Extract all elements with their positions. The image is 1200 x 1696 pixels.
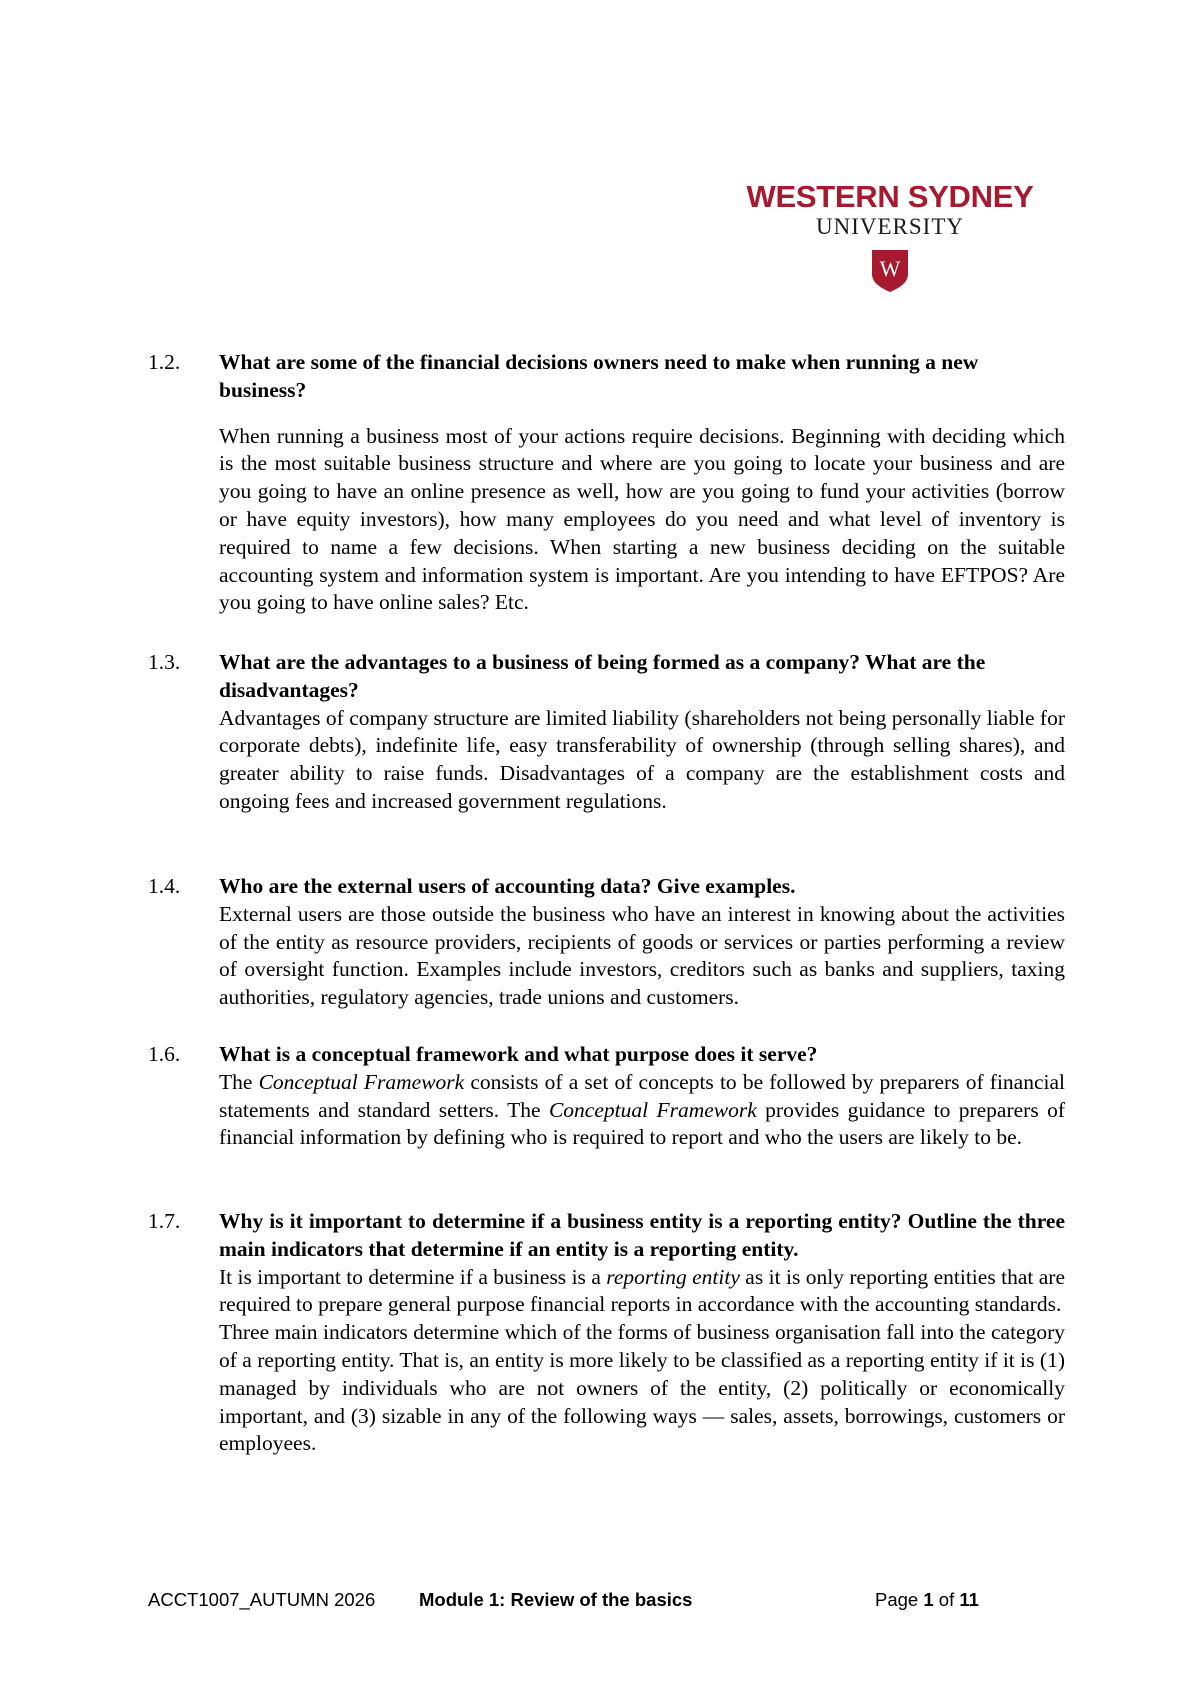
logo-wordmark-line2: UNIVERSITY [816,214,964,239]
question-1-3 [148,649,1065,816]
footer-module-title: Module 1: Review of the basics [419,1589,693,1610]
footer-page-total: 11 [959,1589,979,1610]
question-1-4 [148,873,1065,1012]
footer-page-word: Page [875,1589,919,1610]
answer-paragraph [219,901,1065,1012]
answer-run: Advantages of company structure are limited liability (shareholders not being personally liable for corporate debts), indefinite life, easy transferability of ownership (through selling shares), and greater ability to raise funds. Disadvantages of a company are the establishment costs and ongoing fees and increased government regulations. [219,705,1065,813]
question-title: Who are the external users of accounting data? Give examples. [219,874,796,898]
answer-paragraph [219,1319,1065,1458]
answer-run: External users are those outside the business who have an interest in knowing about the activities of the entity as resource providers, recipients of goods or services or parties performing a review of oversight function. Examples include investors, creditors such as banks and suppliers, taxing authorities, regulatory agencies, trade unions and customers. [219,901,1065,1010]
question-title: What are some of the financial decisions owners need to make when running a new business? [219,350,979,402]
answer-run: Three main indicators determine which of the forms of business organisation fall into the category of a reporting entity. That is, an entity is more likely to be classified as a reporting entity if it is (1) managed by individuals who are not owners of the entity, (2) politically or economically important, and (3) sizable in any of the following ways — sales, assets, borrowings, customers or employees. [219,1320,1065,1456]
answer-run: provides guidance to preparers of financial information by defining who is required to report and who the users are likely to be. [219,1097,1065,1150]
university-logo [740,180,1040,292]
answer-run: When running a business most of your actions require decisions. Beginning with deciding which is the most suitable business structure and where are you going to locate your business and are you going to have an online presence as well, how are you going to fund your activities (borrow or have equity investors), how many employees do you need and what level of inventory is required to name a few decisions. When starting a new business deciding on the suitable accounting system and information system is important. Are you intending to have EFTPOS? Are you going to have online sales? Etc. [219,423,1065,615]
question-title: Why is it important to determine if a business entity is a reporting entity? Outline the three main indicators that determine if an entity is a reporting entity. [219,1209,1065,1261]
question-number: 1.4. [148,874,181,898]
question-title: What is a conceptual framework and what purpose does it serve? [219,1042,818,1066]
question-number: 1.2. [148,350,181,374]
answer-text [219,901,1065,1012]
shield-letter: W [879,256,901,281]
answer-run: consists of a set of concepts to be followed by preparers of financial statements and standard setters. The [219,1069,1065,1122]
answer-run: The [219,1069,259,1094]
footer-page-of: of [938,1589,955,1610]
question-number: 1.7. [148,1209,181,1233]
question-1-7 [148,1208,1065,1458]
question-number: 1.6. [148,1042,181,1066]
answer-italic-term: Conceptual Framework [548,1097,757,1122]
answer-run: as it is only reporting entities that are required to prepare general purpose financial reports in accordance with the accounting standards. [219,1264,1065,1317]
footer-page-current: 1 [923,1589,934,1610]
answer-italic-term: Conceptual Framework [258,1069,465,1094]
answer-run: It is important to determine if a business is a [219,1264,607,1289]
answer-paragraph [219,423,1065,618]
question-1-2 [148,349,1065,617]
answer-paragraph [219,1069,1065,1152]
question-title: What are the advantages to a business of being formed as a company? What are the disadvantages? [219,650,986,702]
footer-page-number [875,1586,979,1614]
shield-icon [872,250,908,292]
answer-paragraph [219,705,1065,816]
logo-wordmark-line1: WESTERN SYDNEY [746,179,1034,214]
answer-italic-term: reporting entity [606,1264,740,1289]
page-footer [148,1586,1068,1614]
answer-text [219,1264,1065,1459]
answer-text [219,423,1065,618]
answer-text [219,705,1065,816]
question-number: 1.3. [148,650,181,674]
question-1-6 [148,1041,1065,1152]
answer-paragraph [219,1264,1065,1320]
answer-text [219,1069,1065,1152]
footer-course-code: ACCT1007_AUTUMN 2026 [148,1589,376,1610]
